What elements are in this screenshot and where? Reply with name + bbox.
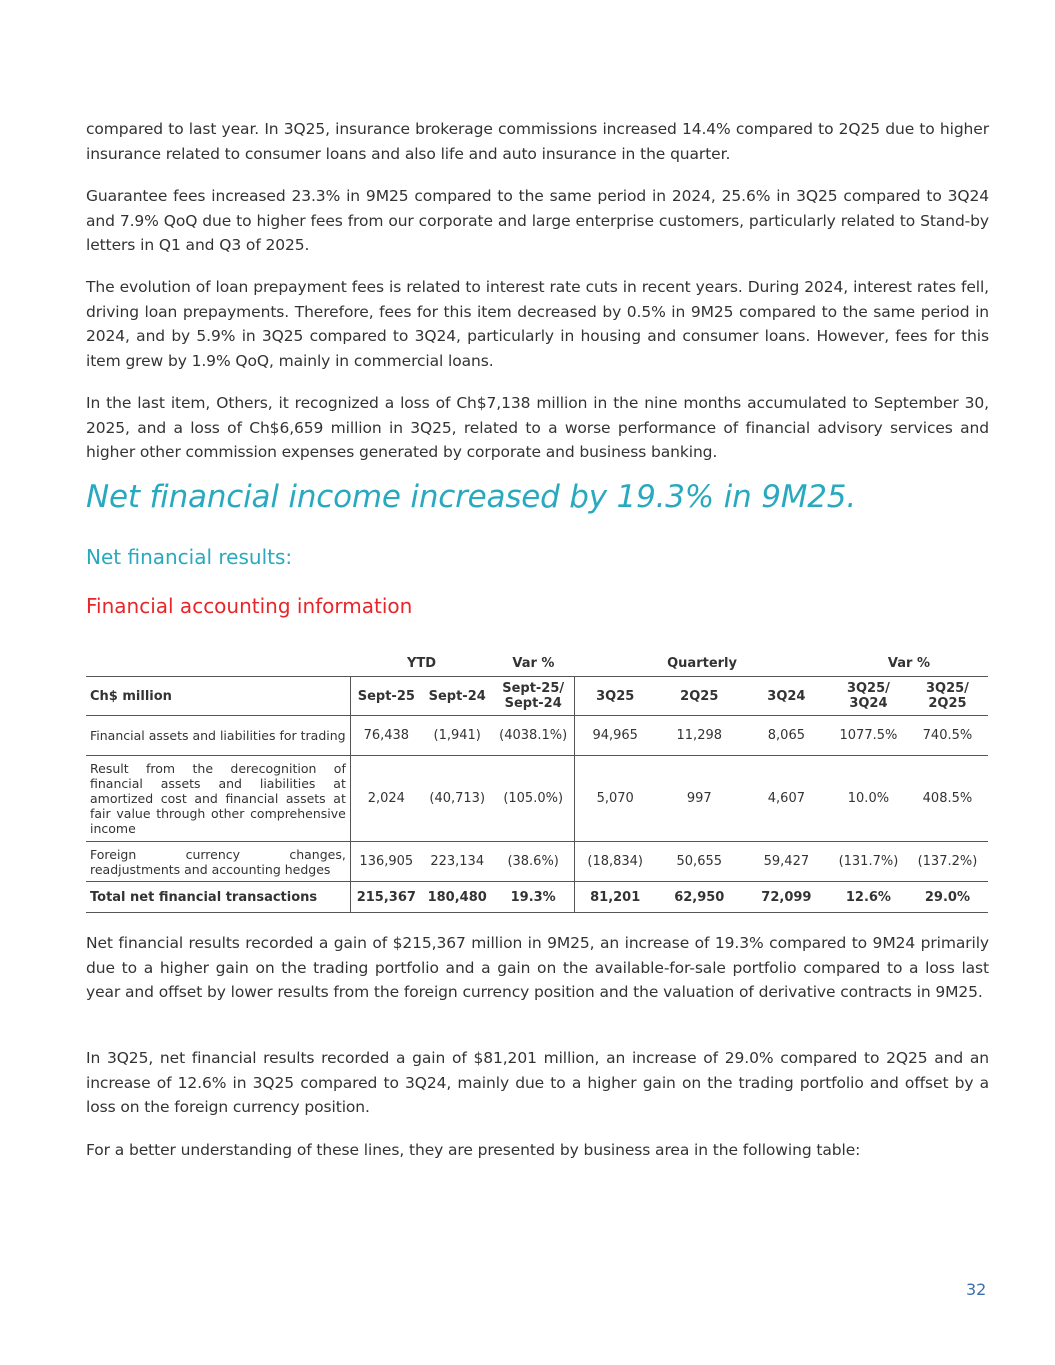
total-value: 72,099 [743, 882, 830, 913]
cell-value: 997 [656, 756, 743, 842]
cell-value: 5,070 [574, 756, 656, 842]
cell-value: 59,427 [743, 842, 830, 882]
table-group-header-row [86, 650, 988, 677]
cell-value: (38.6%) [493, 842, 575, 882]
col-header-2q25: 2Q25 [656, 677, 743, 716]
paragraph-insurance-commissions: compared to last year. In 3Q25, insurance brokerage commissions increased 14.4% compared to 2Q25 due to higher insurance related to consumer loans and also life and auto insurance in the quarter. [86, 120, 989, 163]
cell-value: (40,713) [422, 756, 493, 842]
group-header-var1: Var % [512, 655, 555, 671]
cell-value: (4038.1%) [493, 716, 575, 756]
col-header-var-ytd: Sept-25/ Sept-24 [493, 677, 575, 716]
total-value: 81,201 [574, 882, 656, 913]
paragraph-prepayment-fees: The evolution of loan prepayment fees is related to interest rate cuts in recent years. During 2024, interest rates fell, driving loan prepayments. Therefore, fees for this item decreased by 0.5% in 9M25 compared to the same period in 2024, and by 5.9% in 3Q25 compared to 3Q24, particularly in housing and consumer loans. However, fees for this item grew by 1.9% QoQ, mainly in commercial loans. [86, 278, 989, 370]
col-header-label: Ch$ million [86, 677, 350, 716]
col-header-sept24: Sept-24 [422, 677, 493, 716]
page-number: 32 [966, 1280, 987, 1299]
cell-value: (1,941) [422, 716, 493, 756]
group-header-var2: Var % [887, 655, 931, 671]
cell-value: 50,655 [656, 842, 743, 882]
cell-value: 4,607 [743, 756, 830, 842]
paragraph-business-area-intro: For a better understanding of these lines, they are presented by business area in the following table: [86, 1141, 861, 1159]
cell-value: 136,905 [350, 842, 421, 882]
total-value: 19.3% [493, 882, 575, 913]
total-value: 62,950 [656, 882, 743, 913]
paragraph-net-financial-9m25: Net financial results recorded a gain of $215,367 million in 9M25, an increase of 19.3% compared to 9M24 primarily due to a higher gain on the trading portfolio and a gain on the available-for-sale portfolio compared to a loss last year and offset by lower results from the foreign currency position and the valuation of derivative contracts in 9M25. [86, 934, 989, 1001]
headline: Net financial income increased by 19.3% in 9M25. [86, 479, 856, 515]
cell-value: 11,298 [656, 716, 743, 756]
cell-value: (137.2%) [907, 842, 988, 882]
col-header-3q25: 3Q25 [574, 677, 656, 716]
group-header-quarterly: Quarterly [667, 655, 737, 671]
row-label: Result from the derecognition of financial assets and liabilities at amortized cost and financial assets at fair value through other comprehensive income [86, 756, 350, 842]
cell-value: 408.5% [907, 756, 988, 842]
cell-value: 94,965 [574, 716, 656, 756]
subheading: Net financial results: [86, 545, 293, 569]
cell-value: 223,134 [422, 842, 493, 882]
table-total-row [86, 882, 988, 913]
total-value: 12.6% [830, 882, 907, 913]
paragraph-guarantee-fees: Guarantee fees increased 23.3% in 9M25 compared to the same period in 2024, 25.6% in 3Q25 compared to 3Q24 and 7.9% QoQ due to higher fees from our corporate and large enterprise customers, particularly related to Stand-by letters in Q1 and Q3 of 2025. [86, 187, 989, 254]
col-header-sept25: Sept-25 [350, 677, 421, 716]
row-label: Foreign currency changes, readjustments and accounting hedges [86, 842, 350, 882]
group-header-ytd: YTD [406, 655, 437, 671]
section-title: Financial accounting information [86, 594, 413, 618]
paragraph-net-financial-3q25: In 3Q25, net financial results recorded a gain of $81,201 million, an increase of 29.0% compared to 2Q25 and an increase of 12.6% in 3Q25 compared to 3Q24, mainly due to a higher gain on the trading portfolio and offset by a loss on the foreign currency position. [86, 1049, 989, 1116]
paragraph-others: In the last item, Others, it recognized a loss of Ch$7,138 million in the nine months accumulated to September 30, 2025, and a loss of Ch$6,659 million in 3Q25, related to a worse performance of financial advisory services and higher other commission expenses generated by corporate and business banking. [86, 394, 989, 461]
col-header-3q24: 3Q24 [743, 677, 830, 716]
col-header-var-2q25: 3Q25/ 2Q25 [907, 677, 988, 716]
cell-value: 1077.5% [830, 716, 907, 756]
cell-value: (131.7%) [830, 842, 907, 882]
col-header-var-3q24: 3Q25/ 3Q24 [830, 677, 907, 716]
total-value: 215,367 [350, 882, 421, 913]
financial-results-table [86, 650, 988, 913]
cell-value: 2,024 [350, 756, 421, 842]
total-value: 29.0% [907, 882, 988, 913]
row-label: Financial assets and liabilities for trading [86, 716, 350, 756]
cell-value: (18,834) [574, 842, 656, 882]
cell-value: 10.0% [830, 756, 907, 842]
cell-value: 740.5% [907, 716, 988, 756]
cell-value: (105.0%) [493, 756, 575, 842]
table-row [86, 842, 988, 882]
table-column-header-row [86, 677, 988, 716]
total-value: 180,480 [422, 882, 493, 913]
cell-value: 8,065 [743, 716, 830, 756]
table-row [86, 756, 988, 842]
total-label: Total net financial transactions [86, 882, 350, 913]
cell-value: 76,438 [350, 716, 421, 756]
table-row [86, 716, 988, 756]
